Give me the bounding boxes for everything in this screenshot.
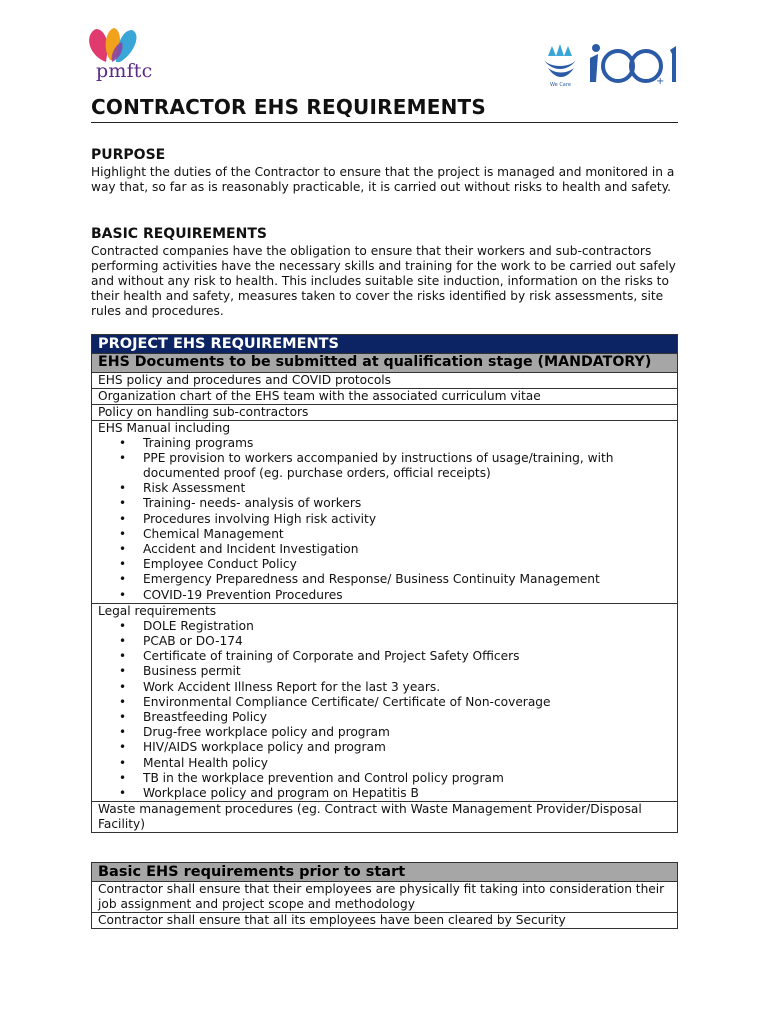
list-item: • Procedures involving High risk activity — [143, 512, 671, 527]
table-row: EHS policy and procedures and COVID protocols — [92, 372, 677, 388]
logo-text: pmftc — [96, 60, 153, 82]
ehs-manual-list — [98, 436, 671, 603]
list-item: • Workplace policy and program on Hepatitis B — [143, 786, 671, 801]
list-item: • Training- needs- analysis of workers — [143, 496, 671, 511]
list-item: • PCAB or DO-174 — [143, 634, 671, 649]
list-item: • Accident and Incident Investigation — [143, 542, 671, 557]
list-item: • Emergency Preparedness and Response/ Business Continuity Management — [143, 572, 671, 587]
purpose-heading: PURPOSE — [91, 147, 166, 163]
legal-requirements-list — [98, 619, 671, 801]
list-item: • Environmental Compliance Certificate/ Certificate of Non-coverage — [143, 695, 671, 710]
basic-requirements-heading: BASIC REQUIREMENTS — [91, 226, 267, 242]
basic-requirements-text: Contracted companies have the obligation to ensure that their workers and sub-contractors performing activities have the necessary skills and training for the work to be carried out safely and without any risk to health. This includes suitable site induction, information on the risks to their health and safety, measures taken to cover the risks identified by risk assessments, site rules and procedures. — [91, 244, 676, 318]
table-row: Contractor shall ensure that their employees are physically fit taking into consideration their job assignment and project scope and methodology — [92, 881, 677, 912]
list-item: • Work Accident Illness Report for the last 3 years. — [143, 680, 671, 695]
list-item: • TB in the workplace prevention and Control policy program — [143, 771, 671, 786]
mandatory-subheader: EHS Documents to be submitted at qualification stage (MANDATORY) — [92, 353, 677, 372]
table-row: Policy on handling sub-contractors — [92, 404, 677, 420]
svg-text:+: + — [656, 76, 665, 87]
list-item: • Mental Health policy — [143, 756, 671, 771]
ehs-manual-label: EHS Manual including — [98, 420, 231, 435]
ehs-manual-row — [92, 420, 677, 603]
logo-caption: We Care — [550, 82, 571, 88]
page-title: CONTRACTOR EHS REQUIREMENTS — [91, 95, 486, 119]
list-item: • Employee Conduct Policy — [143, 557, 671, 572]
list-item: • Business permit — [143, 664, 671, 679]
list-item: • Training programs — [143, 436, 671, 451]
list-item: • Risk Assessment — [143, 481, 671, 496]
list-item: • Chemical Management — [143, 527, 671, 542]
legal-requirements-row — [92, 603, 677, 801]
list-item: • HIV/AIDS workplace policy and program — [143, 740, 671, 755]
legal-requirements-label: Legal requirements — [98, 603, 217, 618]
table-row: Contractor shall ensure that all its employees have been cleared by Security — [92, 912, 677, 928]
project-ehs-table — [91, 334, 678, 833]
waste-management-row: Waste management procedures (eg. Contract with Waste Management Provider/Disposal Facility) — [92, 801, 677, 832]
purpose-text: Highlight the duties of the Contractor to ensure that the project is managed and monitored in a way that, so far as is reasonably practicable, it is carried out without risks to health and safety. — [91, 165, 675, 194]
list-item: • Breastfeeding Policy — [143, 710, 671, 725]
list-item: • Drug-free workplace policy and program — [143, 725, 671, 740]
title-divider — [91, 122, 678, 123]
list-item: • DOLE Registration — [143, 619, 671, 634]
iso-logo-icon — [538, 38, 680, 88]
list-item: • PPE provision to workers accompanied by instructions of usage/training, with documented proof (eg. purchase orders, official receipts) — [143, 451, 671, 481]
start-table-title: Basic EHS requirements prior to start — [92, 863, 677, 881]
start-requirements-table — [91, 862, 678, 929]
list-item: • Certificate of training of Corporate and Project Safety Officers — [143, 649, 671, 664]
project-table-title: PROJECT EHS REQUIREMENTS — [92, 335, 677, 353]
list-item: • COVID-19 Prevention Procedures — [143, 588, 671, 603]
table-row: Organization chart of the EHS team with the associated curriculum vitae — [92, 388, 677, 404]
